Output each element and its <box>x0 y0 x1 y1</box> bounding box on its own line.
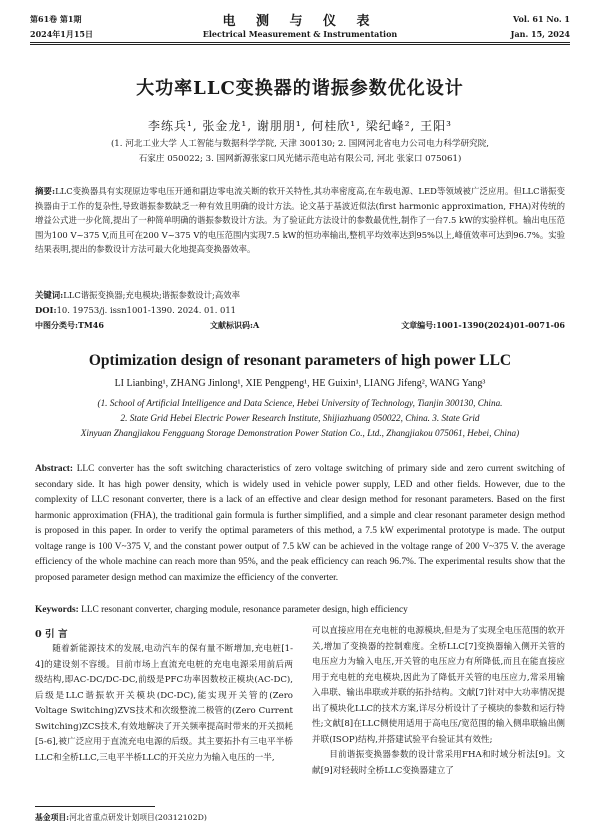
abstract-label-en: Abstract: <box>35 464 74 474</box>
authors-cn: 李练兵¹, 张金龙¹, 谢朋朋¹, 何桂欣¹, 梁纪峰², 王阳³ <box>147 119 452 133</box>
volume-issue-en: Vol. 61 No. 1 <box>513 14 570 24</box>
header-rule <box>30 42 570 43</box>
section-heading-introduction: 0 引 言 <box>35 629 68 640</box>
journal-title-cn: 电 测 与 仪 表 <box>222 14 378 29</box>
footnote-rule <box>35 806 155 807</box>
affiliation-line: 2. State Grid Hebei Electric Power Research Institute, Shijiazhuang 050022, China. 3. State Grid <box>120 413 480 423</box>
keywords-label-cn: 关键词: <box>35 290 64 300</box>
clc-value: TM46 <box>77 320 104 330</box>
keywords-en <box>35 605 565 615</box>
document-code <box>210 320 259 331</box>
abstract-cn <box>35 184 565 257</box>
body-right-column <box>312 624 565 779</box>
clc-label: 中图分类号: <box>35 320 78 330</box>
doc-code-value: A <box>252 320 260 330</box>
affiliation-line: (1. 河北工业大学 人工智能与数据科学学院, 天津 300130; 2. 国网河北省电力公司电力科学研究院, <box>110 139 490 149</box>
paragraph: 可以直接应用在充电桩的电源模块,但是为了实现全电压范围的软开关,增加了变换器的控制难度。全桥LLC[7]变换器输入侧开关管的电压应力为输入电压,开关管的电压应力有所降低,而且在能直接应用于充电桩的充电模块,因此为了降低开关管的电压应力,常采用输入串联、输出串联或并联的拓扑结构。文献[7]针对中大功率情况提出了模块化LLC的技术方案,详尽分析设计了子模块的参数和运行特性;文献[8]在LLC侧使用适用于高电压/宽范围的输入侧串联输出侧并联(ISOP)结构,并搭建试验平台验证其有效性; <box>312 626 565 745</box>
article-number <box>401 320 565 331</box>
volume-issue-cn: 第61卷 第1期 <box>30 14 82 24</box>
doi <box>35 303 565 318</box>
paper-title-en: Optimization design of resonant parameters of high power LLC <box>88 352 512 369</box>
affiliation-line: 石家庄 050022; 3. 国网新源张家口风光储示范电站有限公司, 河北 张家口 075061) <box>138 154 462 164</box>
paragraph: 随着新能源技术的发展,电动汽车的保有量不断增加,充电桩[1-4]的建设刻不容缓。目前市场上直流充电桩的充电电源采用前后两级结构,即AC-DC/DC-DC,前级是PFC功率因数校正模块(AC-DC),后级是LLC谐振软开关模块(DC-DC),能实现开关管的(Zero Voltage Switching)ZVS技术和次级整流二极管的(Zero Current Switching)ZCS技术,有效地解决了开关频率提高时带来的开关损耗[5-6],被广泛应用于直流充电电源的后级。其主要拓扑有三电平半桥LLC和全桥LLC,三电平半桥LLC的开关应力为输入电压的一半, <box>35 644 293 763</box>
doi-label: DOI: <box>35 305 57 315</box>
article-no-label: 文章编号: <box>401 320 437 330</box>
abstract-label-cn: 摘要: <box>35 186 56 196</box>
keywords-cn <box>35 288 565 303</box>
authors-en: LI Lianbing¹, ZHANG Jinlong¹, XIE Pengpeng¹, HE Guixin¹, LIANG Jifeng², WANG Yang³ <box>114 378 486 389</box>
doc-code-label: 文献标识码: <box>210 320 253 330</box>
journal-title-en: Electrical Measurement & Instrumentation <box>202 29 398 39</box>
header-rule-thin <box>30 44 570 45</box>
abstract-text-en: LLC converter has the soft switching characteristics of zero voltage switching of primary side and zero current switching of secondary side. It has high power density, which is widely used in vehicle power supply, LED and other fields. However, due to the complexity of LLC resonant converter, there is a lack of an effective and clear design method for resonant parameters. Based on the first harmonic approximation (FHA), the traditional gain formula is further simplified, and a simple and clear resonant parameter design method is proposed in this paper. In order to verify the optimal parameters of this method, a 7.5 kW experimental prototype is made. The output voltage range is 100 V~375 V, and the constant power output of 7.5 kW can be achieved in the voltage range of 200 V~375 V. the average efficiency of the whole machine can reach more than 95%, and the peak efficiency can reach 96.7%. The experimental results show that the proposed parameter design method can maximize the efficiency of the converter. <box>35 464 565 583</box>
keywords-text-cn: LLC谐振变换器;充电模块;谐振参数设计;高效率 <box>63 290 240 300</box>
doi-value: 10. 19753/j. issn1001-1390. 2024. 01. 011 <box>56 305 236 315</box>
keywords-label-en: Keywords: <box>35 605 79 615</box>
affiliation-line: (1. School of Artificial Intelligence and Data Science, Hebei University of Technology, Tianjin 300130, China. <box>97 398 503 408</box>
affiliations-cn <box>0 137 600 167</box>
affiliations-en <box>0 396 600 441</box>
body-left-column <box>35 642 293 766</box>
date-en: Jan. 15, 2024 <box>510 29 570 39</box>
paragraph: 目前谐振变换器参数的设计常采用FHA和时域分析法[9]。文献[9]对轻载时全桥LLC变换器建立了 <box>312 750 565 776</box>
fund-note <box>35 812 207 823</box>
affiliation-line: Xinyuan Zhangjiakou Fengguang Storage Demonstration Power Station Co., Ltd., Zhangjiakou 075061, Hebei, China) <box>80 428 520 438</box>
paper-title-cn: 大功率LLC变换器的谐振参数优化设计 <box>136 78 464 99</box>
date-cn: 2024年1月15日 <box>30 29 93 39</box>
abstract-text-cn: LLC变换器具有实现原边零电压开通和副边零电流关断的软开关特性,其功率密度高,在车载电源、LED等领域被广泛应用。但LLC谐振变换器由于工作的复杂性,导致谐振参数缺乏一种有效且明确的设计方法。论文基于基波近似法(first harmonic approximation, FHA)对传统的增益公式进一步化简,提出了一种简单明确的谐振参数设计方法。为了验证此方法设计的参数最优性,制作了一台7.5 kW的实验样机。输出电压范围为100 V~375 V,而且可在200 V~375 V的电压范围内实现7.5 kW的恒功率输出,整机平均效率达到95%以上,峰值效率可达到96.7%。实验结果表明,提出的参数设计方法可最大化地提高变换器效率。 <box>35 186 566 254</box>
keywords-text-en: LLC resonant converter, charging module, resonance parameter design, high efficiency <box>81 605 408 615</box>
article-no-value: 1001-1390(2024)01-0071-06 <box>436 320 565 330</box>
clc-number <box>35 320 104 331</box>
fund-label: 基金项目: <box>35 813 70 822</box>
fund-text: 河北省重点研发计划项目(20312102D) <box>69 813 207 822</box>
abstract-en <box>35 462 565 586</box>
